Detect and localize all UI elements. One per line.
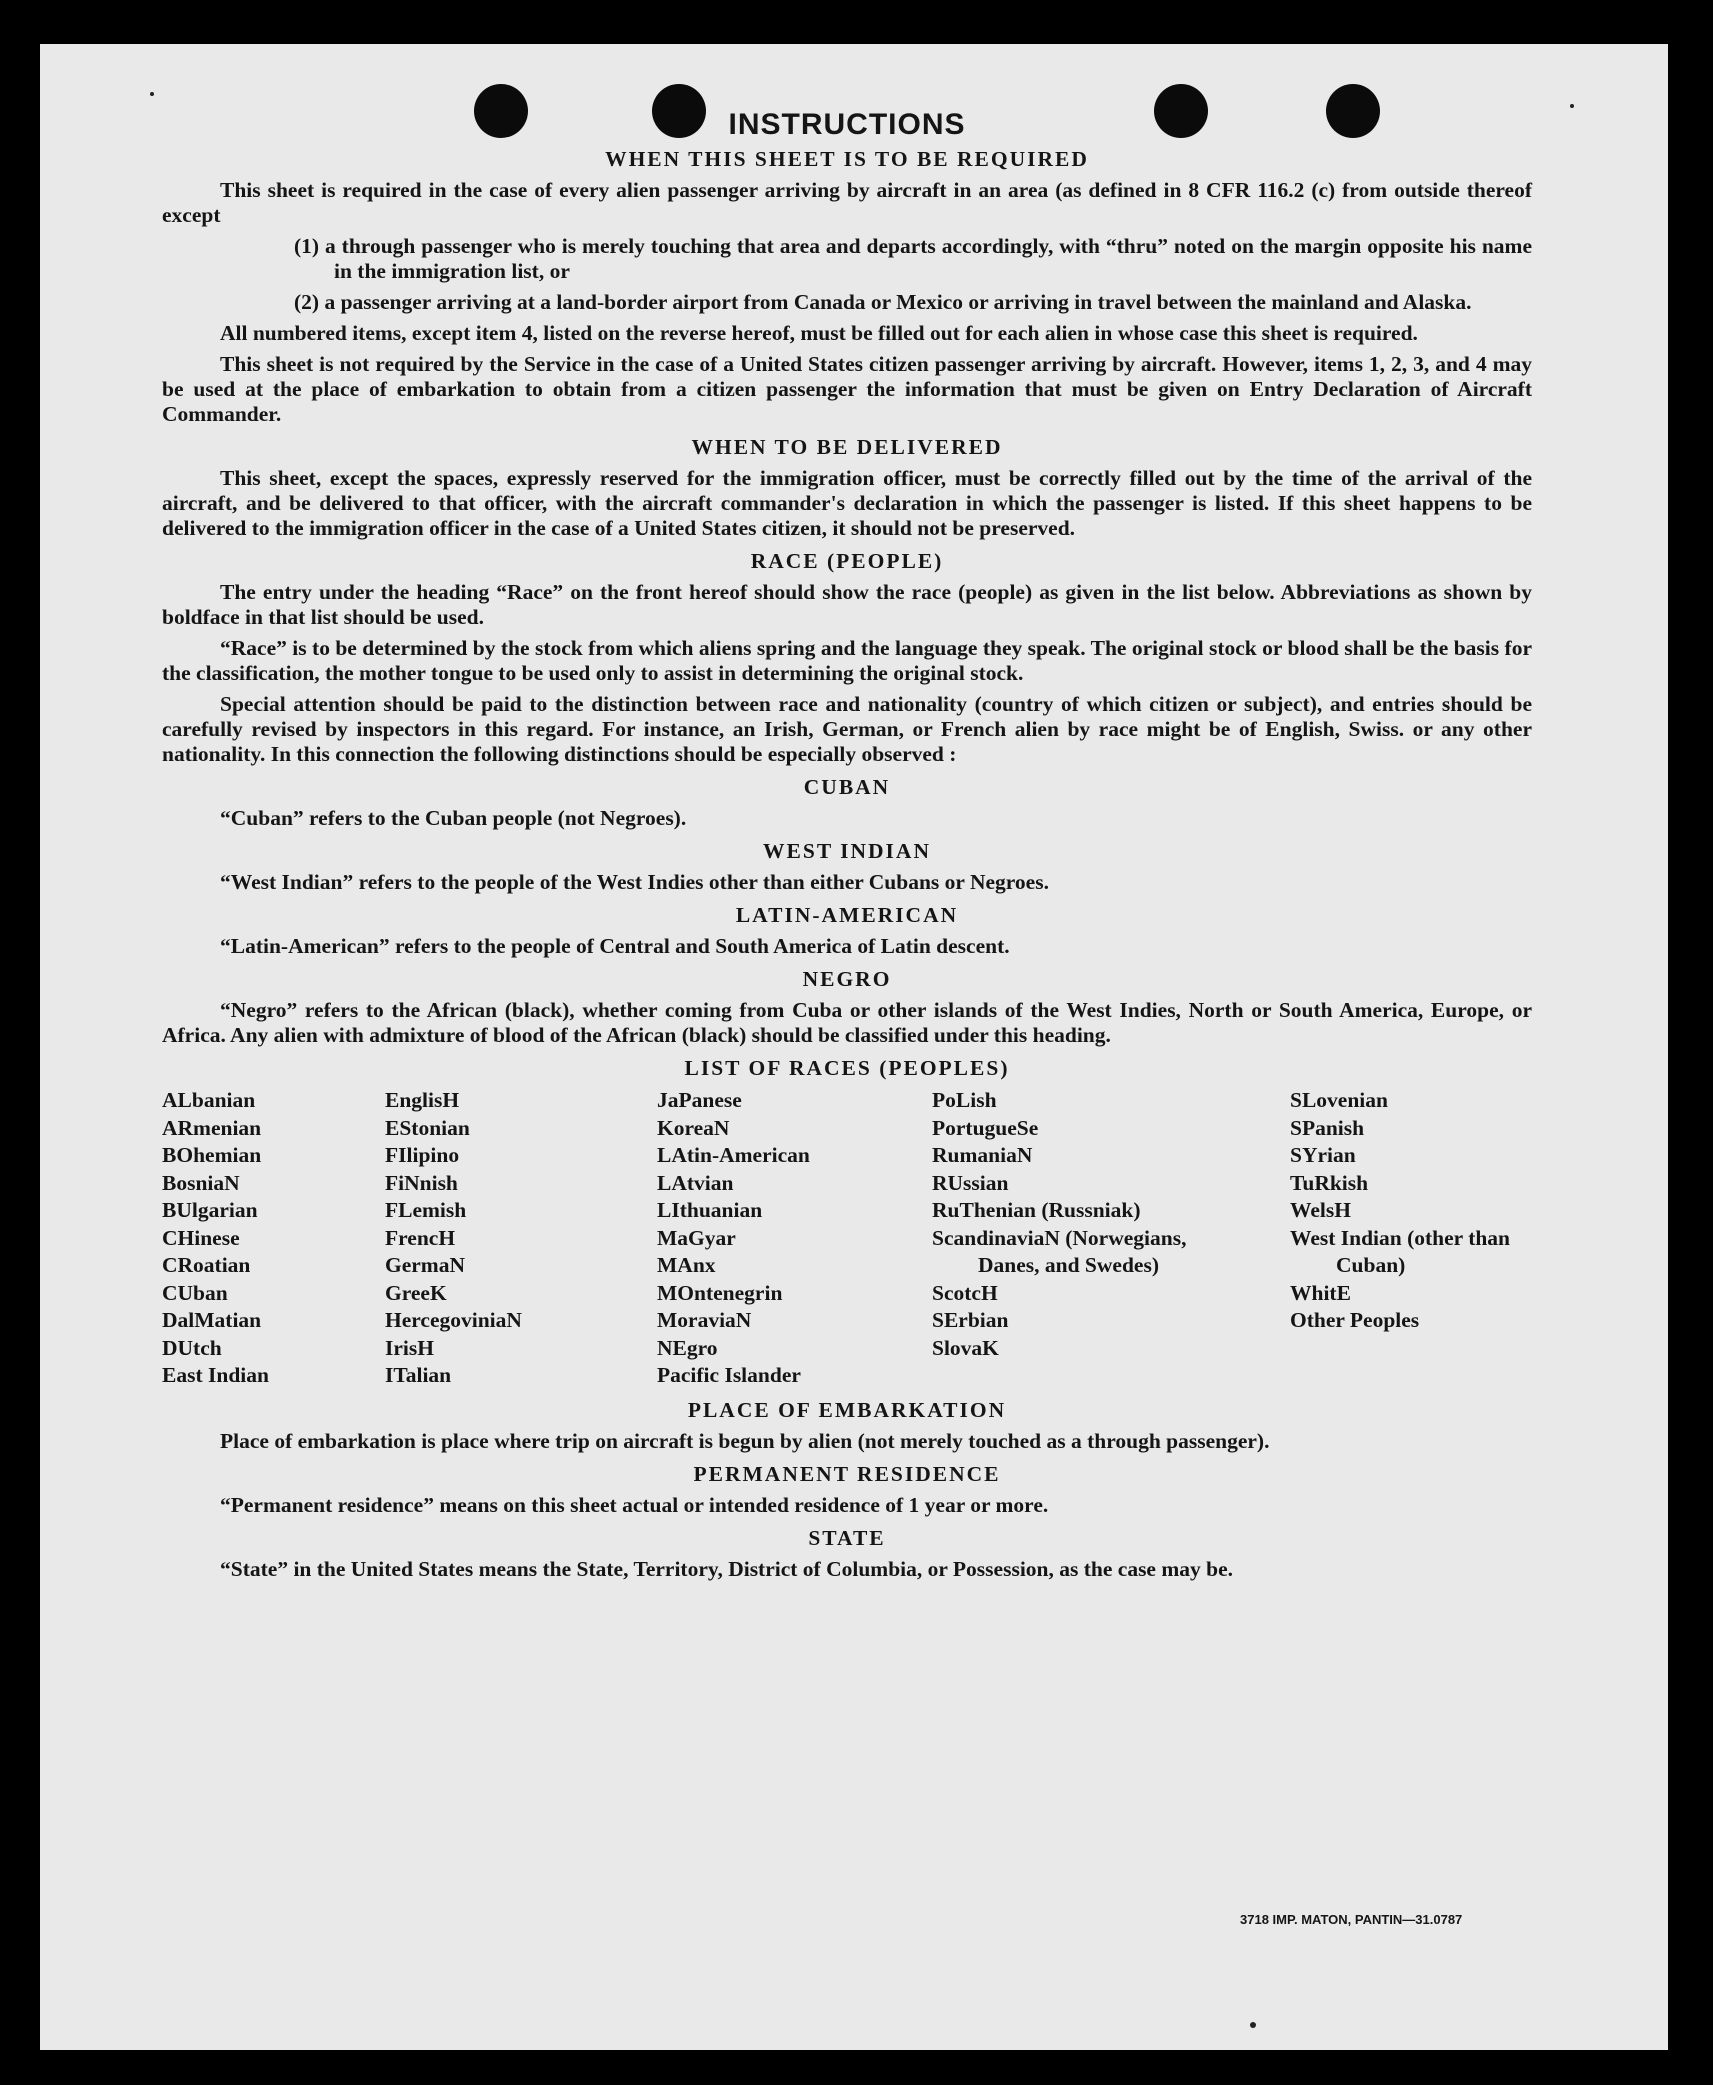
race-item: DalMatian [162, 1308, 262, 1332]
paragraph: “Race” is to be determined by the stock from which aliens spring and the language they speak. The original stock or blood shall be the basis for the classification, the mother tongue to be used only to assist in determining the original stock. [162, 636, 1532, 685]
race-item: BOhemian [162, 1143, 262, 1167]
race-item: PortugueSe [932, 1115, 1039, 1140]
race-item: PoLish [932, 1088, 997, 1112]
section-heading: PLACE OF EMBARKATION [687, 1397, 1007, 1422]
race-item: CRoatian [162, 1253, 251, 1277]
race-item: FLemish [385, 1198, 467, 1222]
document-sheet [40, 44, 1668, 2050]
paragraph: The entry under the heading “Race” on the front hereof should show the race (people) as given in the list below. Abbreviations as shown by boldface in that list should be used. [162, 580, 1532, 629]
race-column [657, 1087, 932, 1390]
race-item: HercegoviniaN [385, 1308, 522, 1332]
race-item: ScandinaviaN (Norwegians, Danes, and Swedes) [932, 1225, 1187, 1277]
print-speck [1250, 2022, 1256, 2028]
race-item: WhitE [1290, 1280, 1351, 1305]
section-heading: LATIN-AMERICAN [735, 903, 959, 927]
race-item: ScotcH [932, 1280, 998, 1305]
race-item: MOntenegrin [657, 1280, 783, 1305]
race-item: DUtch [162, 1335, 222, 1360]
race-item: TuRkish [1290, 1170, 1369, 1195]
exception-item: (1) a through passenger who is merely touching that area and departs accordingly, with “thru” noted on the margin opposite his name in the immigration list, or [294, 234, 1532, 283]
paragraph: Place of embarkation is place where trip on aircraft is begun by alien (not merely touched as a through passenger). [220, 1428, 1270, 1453]
race-item: SErbian [932, 1308, 1009, 1332]
race-item: LAtvian [657, 1170, 734, 1195]
race-item: SLovenian [1290, 1088, 1388, 1112]
race-column [1290, 1087, 1532, 1390]
race-item: MAnx [657, 1253, 716, 1277]
definition: “Cuban” refers to the Cuban people (not Negroes). [220, 806, 687, 830]
race-item: EStonian [385, 1115, 470, 1140]
race-item: MoraviaN [657, 1308, 752, 1332]
race-item: East Indian [162, 1363, 269, 1387]
race-item: ITalian [385, 1363, 452, 1387]
race-item: WelsH [1290, 1198, 1351, 1222]
paragraph: “Negro” refers to the African (black), whether coming from Cuba or other islands of the West Indies, North or South America, Europe, or Africa. Any alien with admixture of blood of the African (black) should be classified under this heading. [162, 998, 1532, 1047]
definition: “Latin-American” refers to the people of Central and South America of Latin descent. [220, 934, 1010, 958]
race-item: ALbanian [162, 1088, 256, 1112]
race-item: LAtin-American [657, 1143, 810, 1167]
race-item: Pacific Islander [657, 1363, 801, 1387]
section-heading: WHEN THIS SHEET IS TO BE REQUIRED [605, 147, 1089, 171]
race-item: Other Peoples [1290, 1308, 1420, 1332]
race-item: SPanish [1290, 1115, 1365, 1140]
race-item: SlovaK [932, 1335, 999, 1360]
instructions-body [162, 108, 1532, 1588]
race-item: FIlipino [385, 1143, 460, 1167]
race-item: GreeK [385, 1280, 447, 1305]
race-list [162, 1087, 1532, 1390]
section-heading: CUBAN [803, 775, 891, 799]
section-heading: RACE (PEOPLE) [750, 549, 944, 573]
race-item: BUlgarian [162, 1198, 258, 1222]
section-heading: NEGRO [802, 967, 892, 991]
race-item: ARmenian [162, 1115, 262, 1140]
race-item: RUssian [932, 1170, 1009, 1195]
race-item: CUban [162, 1280, 228, 1305]
race-item: FrencH [385, 1225, 456, 1250]
section-heading: LIST OF RACES (PEOPLES) [684, 1056, 1010, 1080]
race-item: FiNnish [385, 1170, 458, 1195]
race-item: KoreaN [657, 1115, 730, 1140]
race-item: JaPanese [657, 1088, 742, 1112]
definition: “State” in the United States means the State, Territory, District of Columbia, or Possession, as the case may be. [220, 1556, 1234, 1581]
exception-item: (2) a passenger arriving at a land-border airport from Canada or Mexico or arriving in travel between the mainland and Alaska. [294, 290, 1472, 314]
section-heading: STATE [808, 1525, 886, 1550]
race-item: EnglisH [385, 1088, 460, 1112]
race-item: IrisH [385, 1335, 434, 1360]
page-title: INSTRUCTIONS [728, 108, 966, 141]
race-item: GermaN [385, 1253, 465, 1277]
race-item: LIthuanian [657, 1198, 763, 1222]
print-speck [1570, 104, 1574, 108]
race-item: CHinese [162, 1225, 240, 1250]
race-item: BosniaN [162, 1170, 240, 1195]
race-item: NEgro [657, 1335, 718, 1360]
print-speck [150, 92, 154, 96]
paragraph: Special attention should be paid to the distinction between race and nationality (country of which citizen or subject), and entries should be carefully revised by inspectors in this regard. For instance, an Irish, German, or French alien by race might be of English, Swiss. or any other nationality. In this connection the following distinctions should be especially observed : [162, 692, 1532, 766]
paragraph: This sheet, except the spaces, expressly reserved for the immigration officer, must be correctly filled out by the time of the arrival of the aircraft, and be delivered to that officer, with the aircraft commander's declaration in which the passenger is listed. If this sheet happens to be delivered to the immigration officer in the case of a United States citizen, it should not be preserved. [162, 466, 1532, 540]
paragraph: This sheet is required in the case of every alien passenger arriving by aircraft in an area (as defined in 8 CFR 116.2 (c) from outside thereof except [162, 178, 1532, 227]
definition: “West Indian” refers to the people of the West Indies other than either Cubans or Negroes. [220, 870, 1049, 894]
race-item: SYrian [1290, 1143, 1356, 1167]
race-item: RuThenian (Russniak) [932, 1198, 1141, 1222]
definition: “Permanent residence” means on this sheet actual or intended residence of 1 year or more. [220, 1492, 1049, 1517]
printer-mark: 3718 IMP. MATON, PANTIN—31.0787 [1240, 1912, 1463, 1927]
section-heading: WEST INDIAN [763, 839, 931, 863]
section-heading: WHEN TO BE DELIVERED [691, 435, 1003, 459]
paragraph: This sheet is not required by the Service in the case of a United States citizen passenger arriving by aircraft. However, items 1, 2, 3, and 4 may be used at the place of embarkation to obtain from a citizen passenger the information that must be given on Entry Declaration of Aircraft Commander. [162, 352, 1532, 426]
race-column [932, 1087, 1290, 1390]
race-item: West Indian (other than Cuban) [1290, 1225, 1511, 1277]
paragraph: All numbered items, except item 4, listed on the reverse hereof, must be filled out for each alien in whose case this sheet is required. [220, 321, 1418, 345]
race-item: RumaniaN [932, 1143, 1033, 1167]
race-column [385, 1087, 657, 1390]
race-item: MaGyar [657, 1225, 736, 1250]
race-column [162, 1087, 385, 1390]
section-heading: PERMANENT RESIDENCE [693, 1461, 1001, 1486]
